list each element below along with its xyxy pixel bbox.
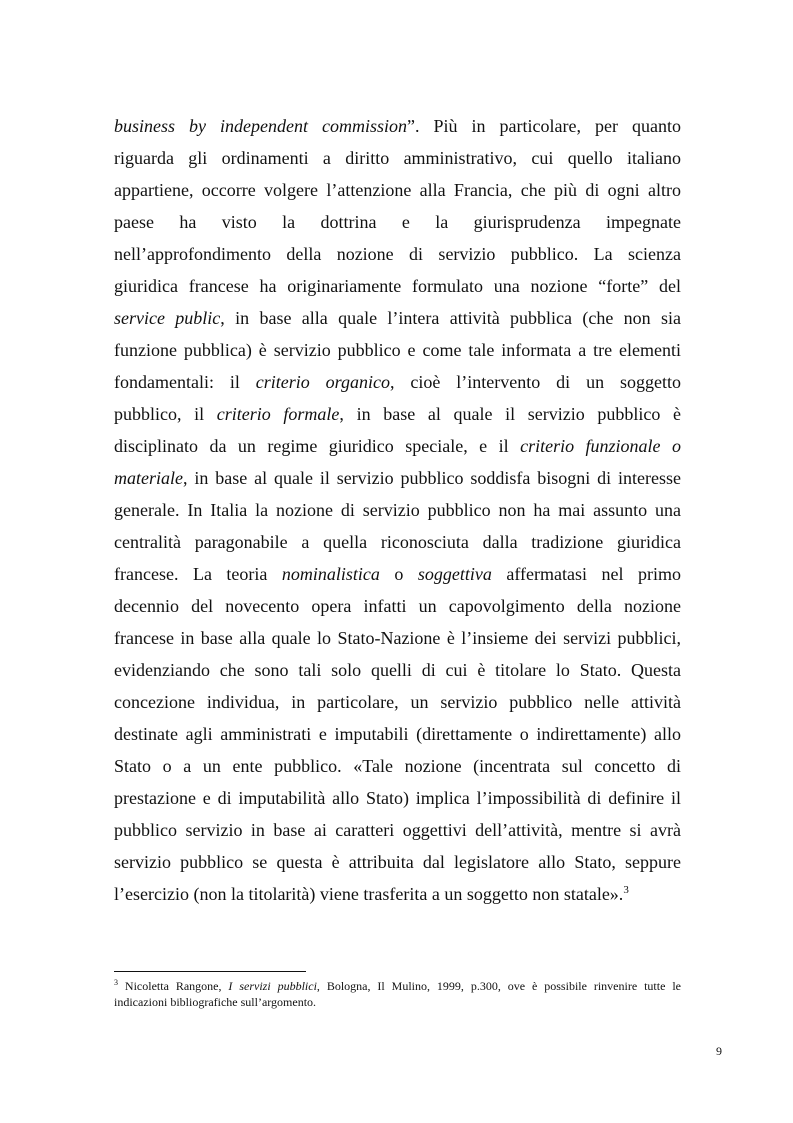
italic-term: materiale — [114, 468, 183, 488]
text-run: riguarda gli ordinamenti a diritto amministrativo, cui quello italiano — [114, 148, 681, 168]
text-run: concezione individua, in particolare, un servizio pubblico nelle attività — [114, 692, 681, 712]
paragraph-line — [114, 750, 681, 782]
italic-term: nominalistica — [281, 564, 380, 584]
paragraph-line — [114, 846, 681, 878]
text-run: destinate agli amministrati e imputabili (direttamente o indirettamente) allo — [114, 724, 681, 744]
text-run: indicazioni bibliografiche sull’argomento. — [114, 995, 317, 1009]
footnote-marker: 3 — [623, 884, 629, 896]
paragraph-line — [114, 878, 681, 910]
text-run: paese ha visto la dottrina e la giurisprudenza impegnate — [114, 212, 681, 232]
paragraph-line — [114, 334, 681, 366]
text-run: generale. In Italia la nozione di servizio pubblico non ha mai assunto una — [114, 500, 681, 520]
paragraph-line — [114, 558, 681, 590]
italic-term: soggettiva — [417, 564, 492, 584]
paragraph-line — [114, 814, 681, 846]
paragraph-line — [114, 174, 681, 206]
italic-term: business by independent commission — [114, 116, 407, 136]
paragraph-line — [114, 654, 681, 686]
italic-term: criterio funzionale o — [520, 436, 681, 456]
paragraph-line — [114, 622, 681, 654]
text-run: funzione pubblica) è servizio pubblico e come tale informata a tre elementi — [114, 340, 681, 360]
paragraph-line — [114, 494, 681, 526]
text-run: , in base alla quale l’intera attività pubblica (che non sia — [220, 308, 681, 328]
paragraph-line — [114, 110, 681, 142]
text-run: ”. Più in particolare, per quanto — [407, 116, 681, 136]
text-run: francese in base alla quale lo Stato-Nazione è l’insieme dei servizi pubblici, — [114, 628, 681, 648]
text-run: fondamentali: il — [114, 372, 256, 392]
text-run: disciplinato da un regime giuridico speciale, e il — [114, 436, 521, 456]
paragraph-line — [114, 686, 681, 718]
text-run: francese. La teoria — [114, 564, 282, 584]
italic-term: criterio organico — [255, 372, 391, 392]
text-run: appartiene, occorre volgere l’attenzione alla Francia, che più di ogni altro — [114, 180, 681, 200]
paragraph-line — [114, 718, 681, 750]
paragraph-line — [114, 526, 681, 558]
paragraph-line — [114, 398, 681, 430]
paragraph-line — [114, 782, 681, 814]
text-run: servizio pubblico se questa è attribuita dal legislatore allo Stato, seppure — [114, 852, 681, 872]
text-run: pubblico, il — [114, 404, 217, 424]
text-run: , in base al quale il servizio pubblico è — [339, 404, 681, 424]
footnote — [114, 978, 681, 1010]
page-number: 9 — [716, 1044, 722, 1058]
text-run: pubblico servizio in base ai caratteri oggettivi dell’attività, mentre si avrà — [114, 820, 681, 840]
paragraph-line — [114, 462, 681, 494]
text-run: , in base al quale il servizio pubblico soddisfa bisogni di interesse — [183, 468, 681, 488]
body-paragraph — [114, 110, 681, 910]
italic-term: criterio formale — [216, 404, 340, 424]
paragraph-line — [114, 590, 681, 622]
paragraph-line — [114, 142, 681, 174]
text-run: evidenziando che sono tali solo quelli di cui è titolare lo Stato. Questa — [114, 660, 681, 680]
footnote-marker: 3 — [114, 978, 118, 987]
italic-term: service public — [114, 308, 221, 328]
text-run: affermatasi nel primo — [491, 564, 682, 584]
text-run: , cioè l’intervento di un soggetto — [390, 372, 681, 392]
paragraph-line — [114, 270, 681, 302]
text-run: decennio del novecento opera infatti un capovolgimento della nozione — [114, 596, 681, 616]
text-run: Nicoletta Rangone, — [118, 979, 229, 993]
paragraph-line — [114, 206, 681, 238]
text-run: o — [379, 564, 418, 584]
paragraph-line — [114, 238, 681, 270]
footnote-line — [114, 994, 681, 1010]
text-run: Stato o a un ente pubblico. «Tale nozione (incentrata sul concetto di — [114, 756, 681, 776]
text-run: nell’approfondimento della nozione di servizio pubblico. La scienza — [114, 244, 681, 264]
text-run: l’esercizio (non la titolarità) viene trasferita a un soggetto non statale». — [114, 884, 624, 904]
paragraph-line — [114, 366, 681, 398]
paragraph-line — [114, 302, 681, 334]
text-run: giuridica francese ha originariamente formulato una nozione “forte” del — [114, 276, 681, 296]
paragraph-line — [114, 430, 681, 462]
italic-term: I servizi pubblici — [228, 979, 317, 993]
text-run: prestazione e di imputabilità allo Stato) implica l’impossibilità di definire il — [114, 788, 681, 808]
text-run: centralità paragonabile a quella riconosciuta dalla tradizione giuridica — [114, 532, 681, 552]
text-run: , Bologna, Il Mulino, 1999, p.300, ove è possibile rinvenire tutte le — [316, 979, 681, 993]
footnote-line — [114, 978, 681, 994]
footnote-separator — [114, 971, 306, 972]
